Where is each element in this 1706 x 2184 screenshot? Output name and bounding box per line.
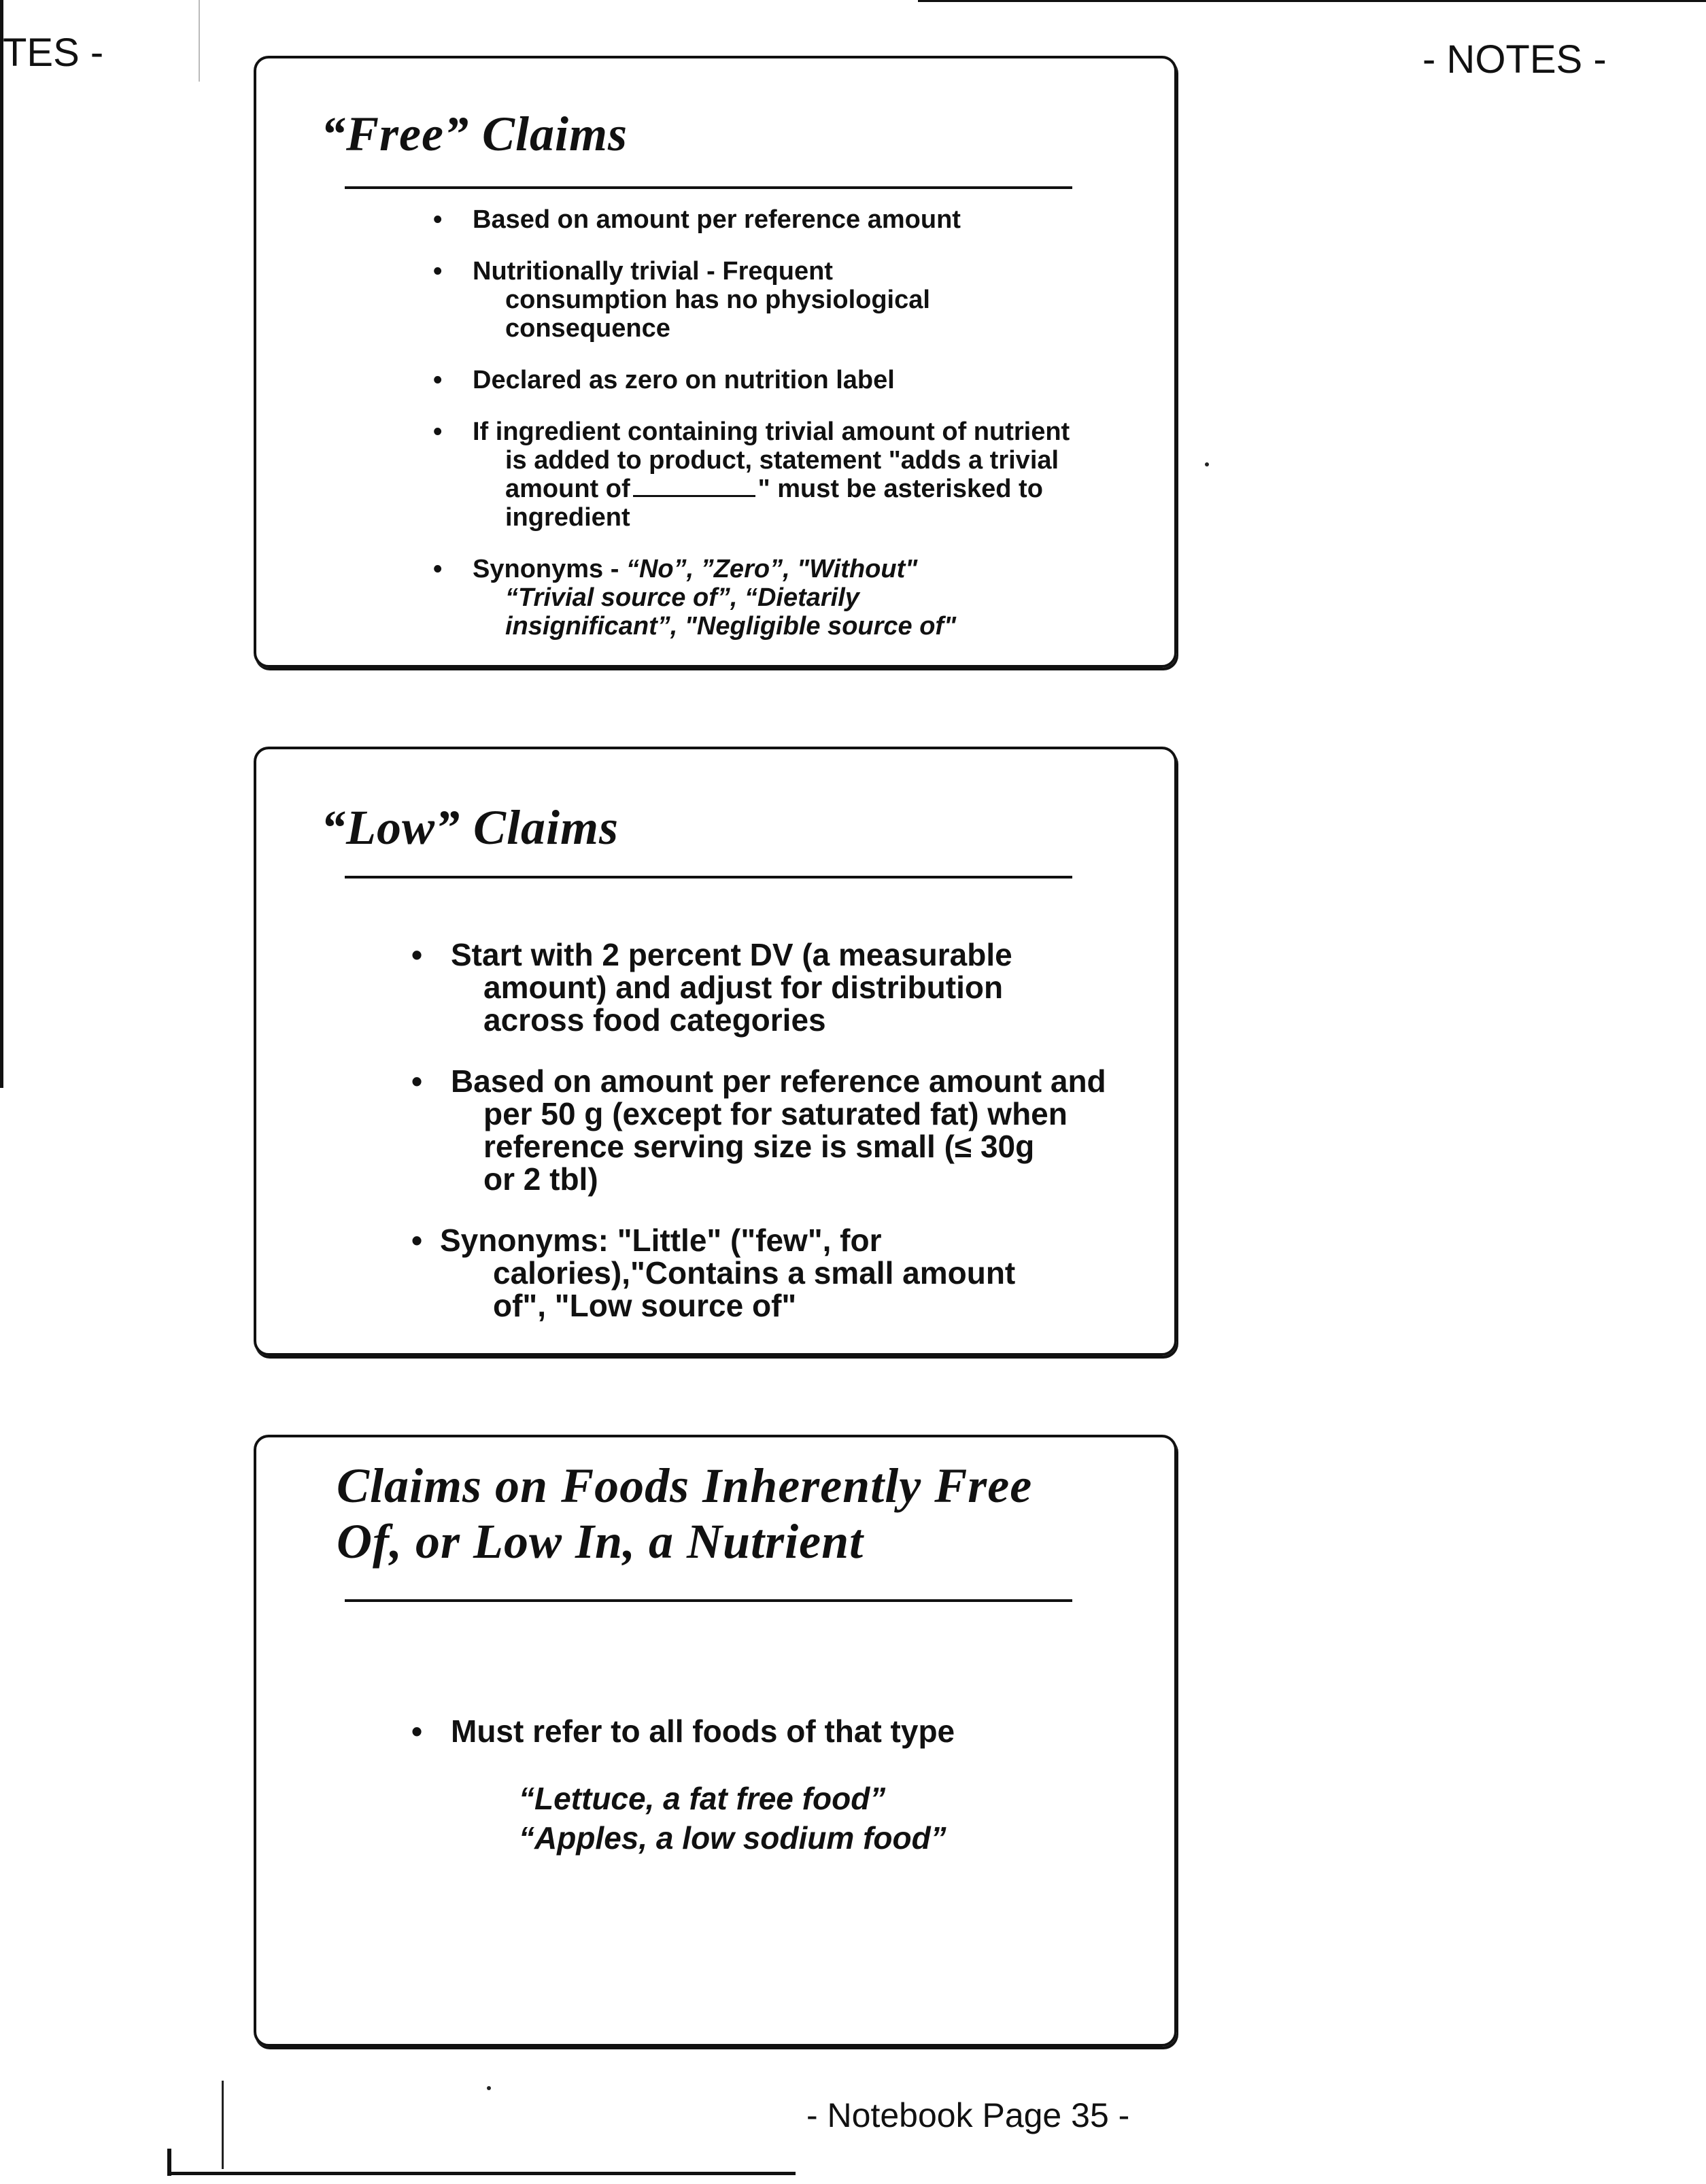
example-apples: “Apples, a low sodium food” (519, 1820, 946, 1856)
slide-low-claims (254, 747, 1177, 1356)
header-notes-left: TES - (3, 31, 104, 75)
bullet-icon: • (411, 1063, 423, 1099)
bullet-list (411, 1715, 1159, 1747)
scan-margin-line (199, 0, 200, 82)
slide-free-claims (254, 56, 1177, 668)
example-quotes (519, 1779, 946, 1858)
title-divider (345, 186, 1072, 189)
slide-title: Claims on Foods Inherently Free Of, or Low In, a Nutrient (337, 1458, 1033, 1569)
list-item: • Synonyms: "Little" ("few", for calories),"Contains a small amount of", "Low source of" (411, 1223, 1016, 1323)
bullet-icon: • (411, 937, 423, 972)
bullet-icon: • (433, 205, 443, 234)
bullet-icon: • (433, 555, 443, 583)
scan-edge-left (0, 0, 3, 1088)
scan-speck (487, 2086, 491, 2090)
bullet-icon: • (411, 1713, 423, 1749)
scan-edge-top (918, 0, 1706, 2)
bullet-icon: • (433, 417, 443, 446)
scan-margin-line-bottom (222, 2081, 224, 2169)
list-item: • Start with 2 percent DV (a measurable amount) and adjust for distribution across food categories (411, 937, 1012, 1038)
scan-edge-bottom (170, 2172, 796, 2175)
bullet-icon: • (433, 366, 443, 394)
slide-title: “Free” Claims (321, 107, 628, 161)
bullet-list (433, 205, 1154, 641)
list-item: • Based on amount per reference amount and per 50 g (except for saturated fat) when reference serving size is small (≤ 30g or 2 tbl) (411, 1063, 1106, 1197)
bullet-list (411, 938, 1159, 1322)
list-item: • Synonyms - “No”, ”Zero”, "Without" “Trivial source of”, “Dietarily insignificant”, "Negligible source of" (433, 555, 957, 641)
slide-inherent-claims (254, 1435, 1177, 2047)
list-item: • Based on amount per reference amount (433, 205, 961, 234)
list-item: • Nutritionally trivial - Frequent consumption has no physiological consequence (433, 257, 930, 343)
bullet-icon: • (411, 1223, 423, 1258)
list-item: • Must refer to all foods of that type (411, 1713, 955, 1749)
list-item: • If ingredient containing trivial amount of nutrient is added to product, statement "adds a trivial amount of " must be asterisked to ingredient (433, 417, 1070, 532)
scan-speck (1205, 462, 1209, 466)
title-divider (345, 876, 1072, 878)
fill-in-blank (633, 495, 755, 497)
example-lettuce: “Lettuce, a fat free food” (519, 1781, 886, 1816)
header-notes-right: - NOTES - (1422, 37, 1607, 82)
list-item: • Declared as zero on nutrition label (433, 366, 895, 394)
title-divider (345, 1599, 1072, 1602)
slide-title: “Low” Claims (321, 800, 619, 855)
page-footer: - Notebook Page 35 - (806, 2096, 1130, 2134)
bullet-icon: • (433, 257, 443, 286)
